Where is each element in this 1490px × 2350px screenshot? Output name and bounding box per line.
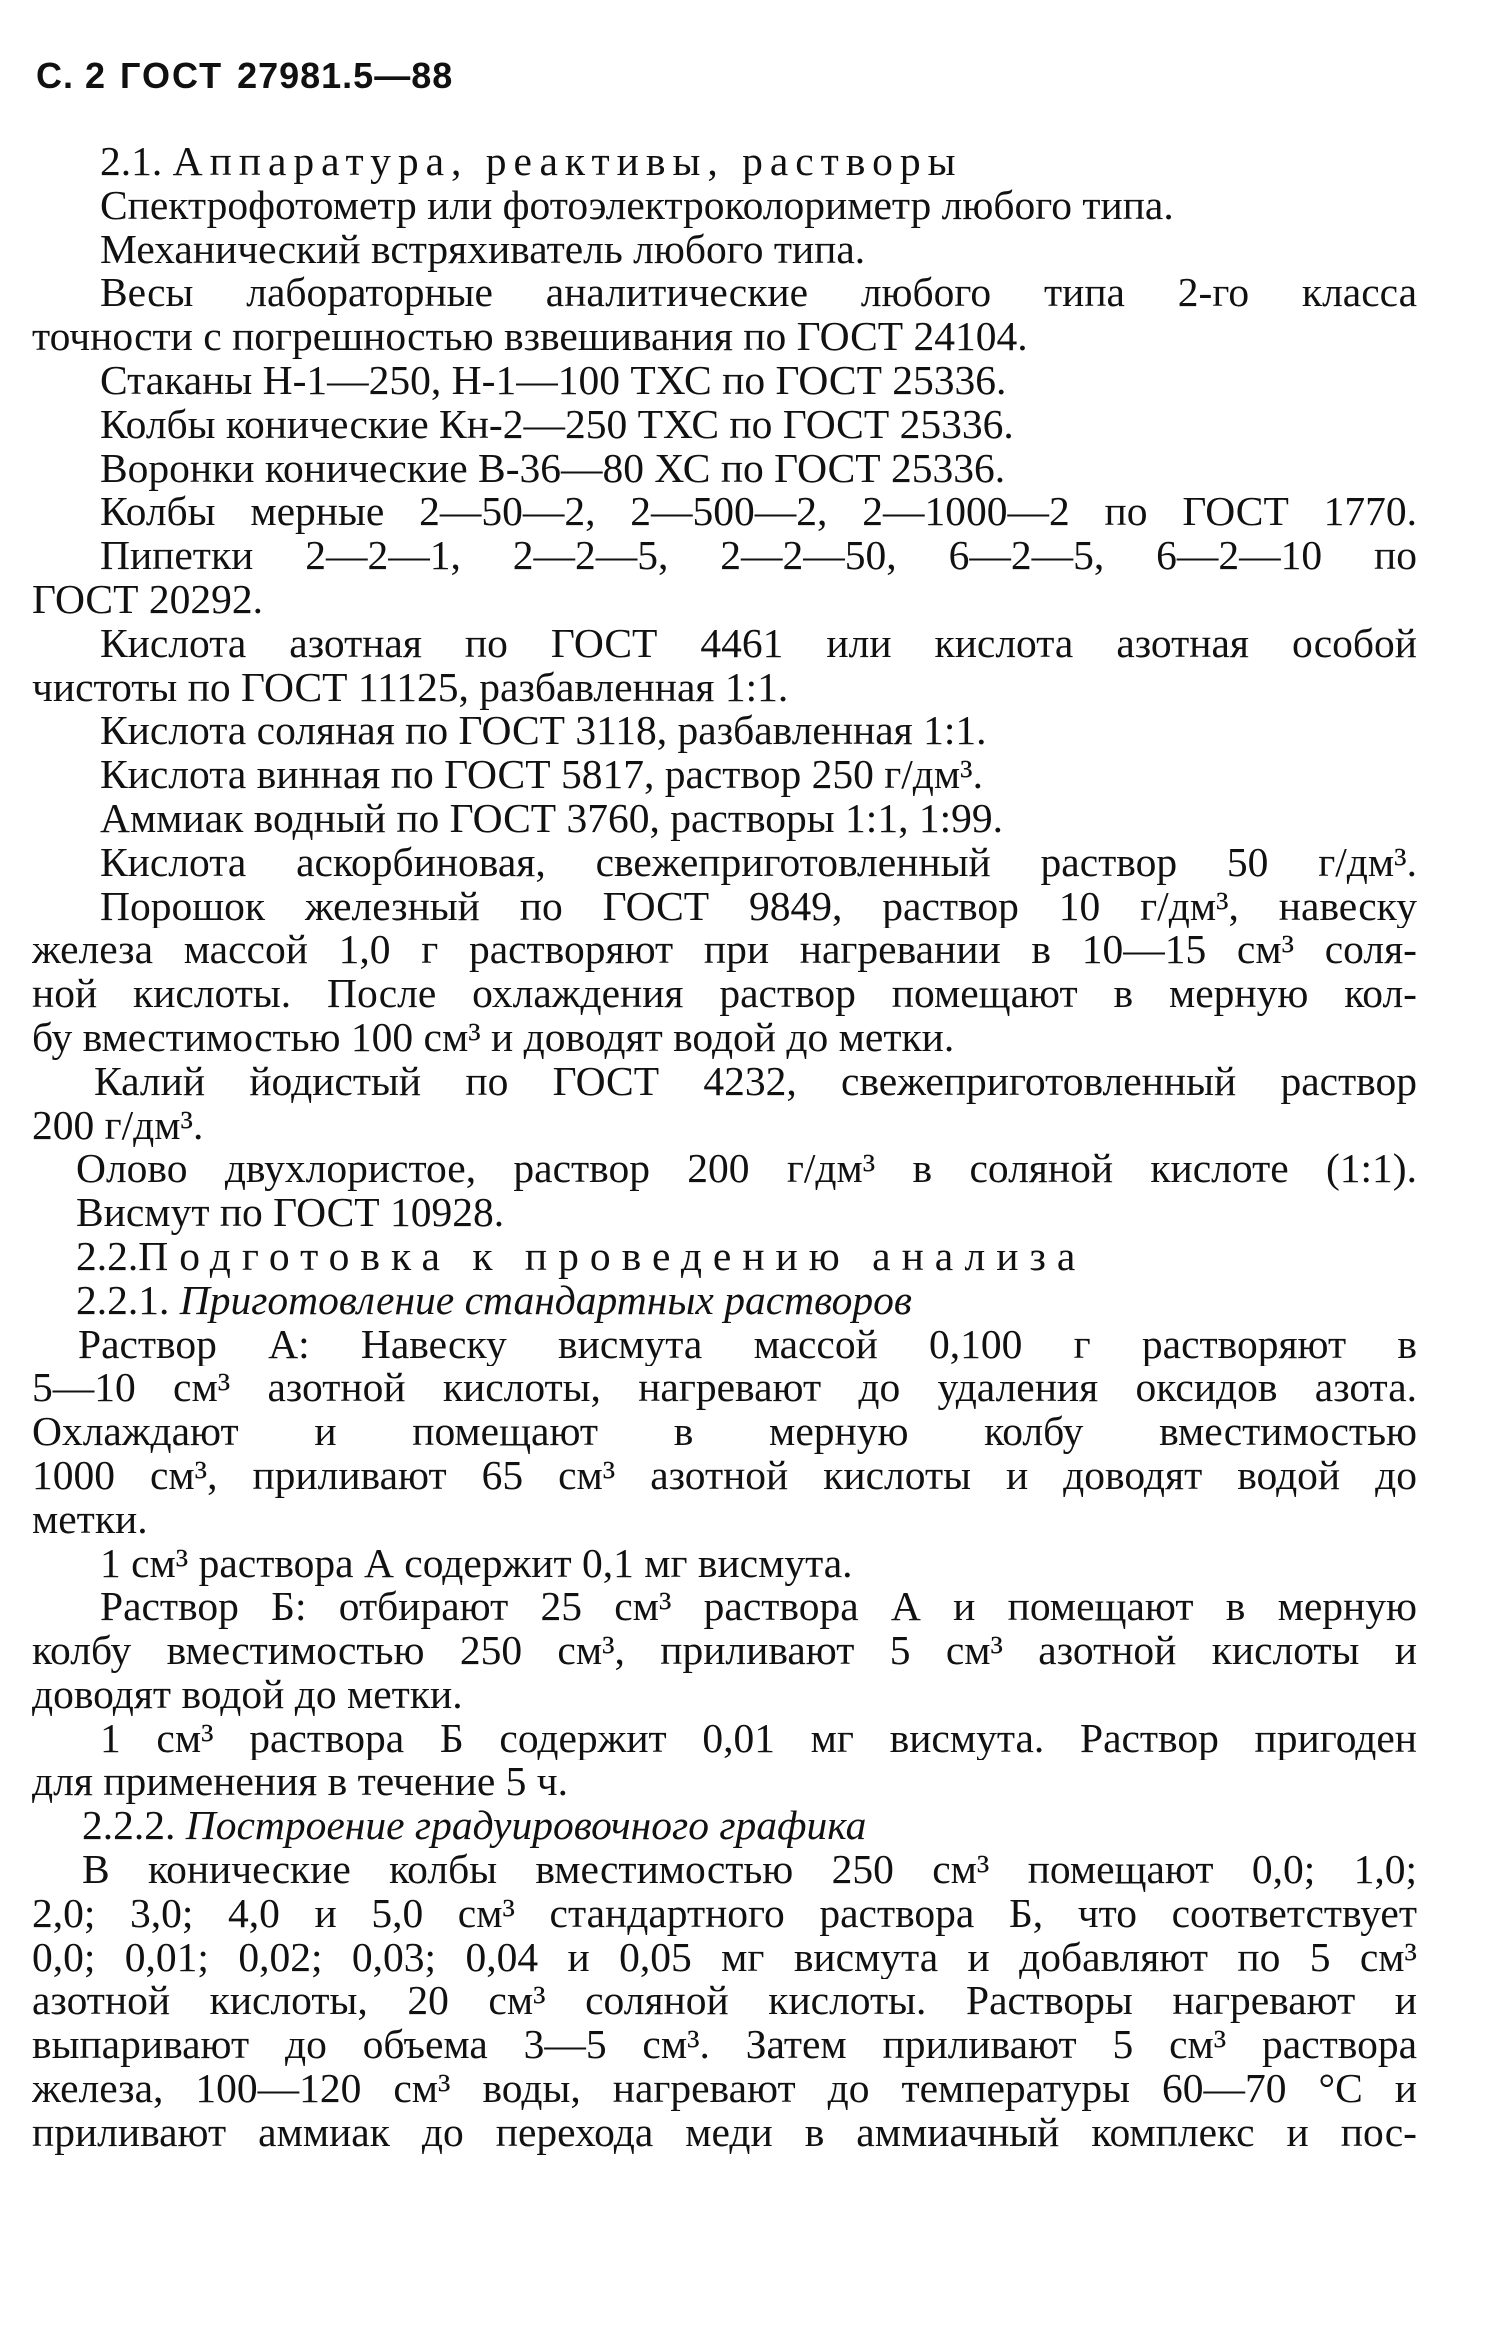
text-line: Кислота азотная по ГОСТ 4461 или кислота азотная особой xyxy=(100,621,1417,666)
section-title: Аппаратура, реактивы, растворы xyxy=(172,138,963,184)
text-line: 1 см³ раствора Б содержит 0,01 мг висмута. Раствор пригоден xyxy=(100,1716,1417,1761)
text-line: Воронки конические В-36—80 ХС по ГОСТ 25336. xyxy=(100,444,1006,491)
standard-number: 27981.5—88 xyxy=(237,55,454,96)
text-line: Стаканы Н-1—250, Н-1—100 ТХС по ГОСТ 25336. xyxy=(100,356,1007,403)
text-line: 200 г/дм³. xyxy=(32,1101,204,1148)
text-line: чистоты по ГОСТ 11125, разбавленная 1:1. xyxy=(32,663,789,710)
section-number: 2.2.2. xyxy=(82,1802,176,1849)
text-line: бу вместимостью 100 см³ и доводят водой до метки. xyxy=(32,1013,955,1060)
section-title: Построение градуировочного графика xyxy=(185,1802,867,1849)
text-line: колбу вместимостью 250 см³, приливают 5 см³ азотной кислоты и xyxy=(32,1629,1417,1673)
text-line: Висмут по ГОСТ 10928. xyxy=(76,1189,505,1236)
text-line: 1000 см³, приливают 65 см³ азотной кислоты и доводят водой до xyxy=(32,1453,1417,1498)
section-title: Подготовка к проведению анализа xyxy=(138,1232,1087,1279)
text-line: точности с погрешностью взвешивания по ГОСТ 24104. xyxy=(32,313,1028,360)
text-line: Кислота винная по ГОСТ 5817, раствор 250 г/дм³. xyxy=(100,751,983,798)
text-line: для применения в течение 5 ч. xyxy=(32,1758,569,1805)
subsection-heading-2-2-1 xyxy=(32,1276,1417,1323)
text-line: В конические колбы вместимостью 250 см³ помещают 0,0; 1,0; xyxy=(82,1848,1417,1892)
text-line: Спектрофотометр или фотоэлектроколориметр любого типа. xyxy=(100,181,1174,228)
standard-name: ГОСТ xyxy=(120,55,224,96)
text-line: 0,0; 0,01; 0,02; 0,03; 0,04 и 0,05 мг висмута и добавляют по 5 см³ xyxy=(32,1935,1417,1980)
text-line: доводят водой до метки. xyxy=(32,1670,463,1717)
text-line: Колбы мерные 2—50—2, 2—500—2, 2—1000—2 по ГОСТ 1770. xyxy=(100,490,1417,535)
text-line: метки. xyxy=(32,1495,148,1542)
text-line: Колбы конические Кн-2—250 ТХС по ГОСТ 25336. xyxy=(100,400,1014,447)
text-line: Порошок железный по ГОСТ 9849, раствор 10 г/дм³, навеску xyxy=(100,884,1417,929)
text-line: Раствор А: Навеску висмута массой 0,100 г растворяют в xyxy=(78,1322,1417,1367)
section-title: Приготовление стандартных растворов xyxy=(179,1276,912,1323)
text-line: выпаривают до объема 3—5 см³. Затем приливают 5 см³ раствора xyxy=(32,2023,1417,2068)
section-number: 2.1. xyxy=(100,138,163,184)
text-line: Калий йодистый по ГОСТ 4232, свежеприготовленный раствор xyxy=(94,1059,1417,1104)
text-line: приливают аммиак до перехода меди в аммиачный комплекс и пос- xyxy=(32,2110,1417,2155)
text-line: 1 см³ раствора А содержит 0,1 мг висмута. xyxy=(100,1539,853,1586)
section-number: 2.2.1. xyxy=(76,1276,170,1323)
text-line: Кислота соляная по ГОСТ 3118, разбавленная 1:1. xyxy=(100,707,987,754)
text-line: Раствор Б: отбирают 25 см³ раствора А и помещают в мерную xyxy=(100,1585,1417,1630)
text-line: Аммиак водный по ГОСТ 3760, растворы 1:1, 1:99. xyxy=(100,794,1003,841)
page-number: С. 2 xyxy=(36,55,107,96)
text-line: железа, 100—120 см³ воды, нагревают до температуры 60—70 °С и xyxy=(32,2067,1417,2111)
text-line: азотной кислоты, 20 см³ соляной кислоты. Растворы нагревают и xyxy=(32,1979,1417,2024)
text-line: Механический встряхиватель любого типа. xyxy=(100,225,866,272)
text-line: Охлаждают и помещают в мерную колбу вместимостью xyxy=(32,1410,1417,1454)
text-line: Пипетки 2—2—1, 2—2—5, 2—2—50, 6—2—5, 6—2—10 по xyxy=(100,534,1417,578)
text-line: ной кислоты. После охлаждения раствор помещают в мерную кол- xyxy=(32,972,1417,1016)
running-header xyxy=(36,55,467,97)
text-line: Весы лабораторные аналитические любого типа 2-го класса xyxy=(100,271,1417,316)
text-line: 2,0; 3,0; 4,0 и 5,0 см³ стандартного раствора Б, что соответствует xyxy=(32,1891,1417,1936)
text-line: железа массой 1,0 г растворяют при нагревании в 10—15 см³ соля- xyxy=(32,928,1417,973)
text-line: Олово двухлористое, раствор 200 г/дм³ в соляной кислоте (1:1). xyxy=(76,1147,1417,1192)
section-heading-2-1 xyxy=(32,140,1417,184)
document-body xyxy=(32,140,1417,2155)
text-line: 5—10 см³ азотной кислоты, нагревают до удаления оксидов азота. xyxy=(32,1366,1417,1411)
text-line: Кислота аскорбиновая, свежеприготовленный раствор 50 г/дм³. xyxy=(100,840,1417,885)
subsection-heading-2-2-2 xyxy=(32,1804,1417,1848)
section-heading-2-2 xyxy=(32,1232,1417,1279)
section-number: 2.2. xyxy=(76,1232,139,1279)
text-line: ГОСТ 20292. xyxy=(32,575,263,622)
